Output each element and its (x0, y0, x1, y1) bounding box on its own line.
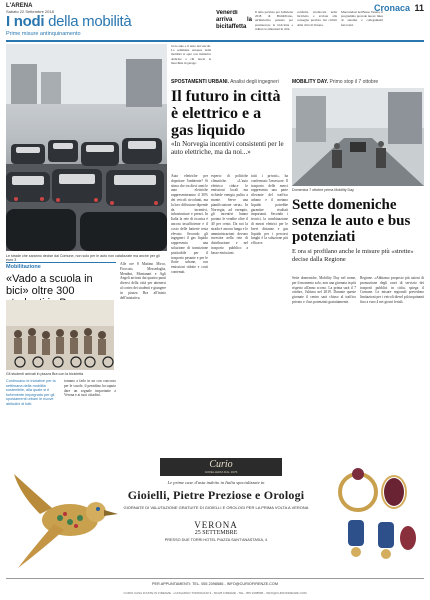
top-box-text: conferita ricollocata nella bicicletta e avviata alla consegna prevista dai ciclisti della città di Verona. (297, 10, 337, 27)
top-box-text: tra le auto e il resto dei veicoli. La settimana europea della mobilità si apre con iniziative dedicate a chi lascia la macchina in garage. (171, 44, 211, 65)
main-article-headline: Il futuro in città è elettrico e a gas liquido (171, 88, 281, 139)
traffic-photo-caption: Le strade che saranno decise dal Comune, non solo per le auto non catalizzate ma anche per gli euro 3 (6, 254, 160, 262)
right-kicker-bold: MOBILITY DAY. (292, 79, 329, 85)
main-kicker-bold: SPOSTAMENTI URBANI. (171, 79, 229, 85)
main-article-deck: «In Norvegia incentivi consistenti per le auto elettriche, ma da noi...» (171, 140, 284, 156)
right-kicker-rest: Primo stop il 7 ottobre (328, 79, 379, 85)
section-title (6, 13, 131, 30)
ad-intro: Le prime case d'asta indetto in Italia specializzate in (167, 480, 265, 485)
ad-date: 25 SETTEMBRE (194, 530, 238, 536)
main-kicker-rest: Analisi degli ingegneri (228, 79, 279, 85)
students-photo (6, 300, 114, 370)
right-article-col-2: Regione. «Abbiamo proposto più azioni di promozione degli orari di servizio dei trasporti pubblici in città» spiega il Comune. Le misure regionali prevedono limitazioni per i veicoli diesel più inquinanti fino a euro 4 nei giorni feriali. (360, 276, 424, 304)
students-photo-image (6, 300, 114, 370)
street-photo-image (292, 88, 424, 186)
bottom-left-deck: Continuano le iniziative per la settimana della mobilità sostenibile, alla quale si è fortemente impegnato per gli spostamenti urbani le nuove abitudini di tutti. (6, 379, 56, 406)
jewelry-advertisement (6, 458, 424, 598)
ad-venue: PRESSO DUE TORRI HOTEL PIAZZA SANT'ANASTASIA, 4 (164, 538, 268, 542)
bottom-left-tag: Mobilitazione (6, 264, 41, 270)
main-article-col-3: tutti i privati», ha confermato l'assessore. Il trasporto delle merci rappresenta una parte rilevante del traffico urbano e il metano liquido potrebbe garantire risultati importanti. Secondo i tecnici, la combinazione di mezzi elettrici per le brevi distanze e gas liquido per i percorsi lunghi è la soluzione più efficace. (251, 174, 288, 246)
main-article-col-2: esperto di politiche climatiche. «L'auto elettrica riduce le emissioni locali ma richiede energia pulita a monte. Serve una pianificazione seria». In Norvegia, ad esempio, gli incentivi hanno portato le vendite oltre il 40 per cento. Da noi la strada è ancora lunga e le amministrazioni devono investire nella rete di distribuzione e nel trasporto pubblico a basse emissioni. (211, 174, 248, 255)
main-article-col-1: Auto elettriche per dopottare l'ambiente? Si stima che tra dieci anni le auto elettriche rappresenteranno il 30% dei veicoli circolanti, ma la loro diffusione dipende da incentivi, infrastrutture e prezzi. In Italia la rete di ricarica è ancora insufficiente e il costo delle batterie resta elevato. Secondo gli ingegneri il gas liquido rappresenta una soluzione di transizione praticabile per il trasporto pesante e per le flotte urbane, con emissioni ridotte e costi contenuti. (171, 174, 208, 274)
bottom-left-col-2: Alle ore 8 Mattino Mirco, Fioccato, Messedaglia, Mendini, Montanari e Agli Angeli arrivati dai quattro punti diversi della città per attenersi al corteo dei studenti e giungere in piazza Bra all'inizio dell'iniziativa. (120, 262, 166, 300)
section-title-bold: I nodi (6, 13, 45, 30)
students-photo-caption: Gli studenti arrivati in piazza Bra con la bicicletta (6, 372, 84, 376)
page-number: 11 (414, 3, 424, 13)
curio-logo-text: Curio (209, 459, 233, 470)
bottom-left-col-1: tornano a farlo in un con concorso per le scuole, il pentolino ha saputo dare un segnale importante a Verona e ai suoi cittadini. (64, 379, 116, 398)
ad-title: Gioielli, Pietre Preziose e Orologi (127, 488, 305, 502)
right-article-col-1: Sette domeniche, Mobility Day nel nome, per il momento solo, non una giornata in più rispetto all'anno scorso. La prima sarà il 7 ottobre, l'ultima nel 2019. Durante queste giornate il centro sarà chiuso al traffico privato e i bus potenziati gratuitamente. (292, 276, 356, 304)
issue-date: Sabato 22 Settembre 2018 (6, 9, 54, 14)
ad-footer: CURIO CASA D'ASTE IN FIRENZE - LUNGARNO TORRIGIANI 9 - 50125 FIRENZE - TEL. 055 2398586 - INFO@CURIOFIRENZE.COM (123, 591, 307, 595)
masthead: L'ARENA (6, 3, 33, 9)
top-box-headline: Venerdì arriva la bicitaffetta (216, 10, 252, 30)
top-box-text: Il tutto previsto per l'edizione 2018 di Bici&Treno, un'iniziativa pensata per promuovere la bicicletta e ridurre le emissioni in città. (255, 10, 293, 31)
top-box-text: Muovendosi nel Basso Veneto, il programma prevede nuove linee di autobus e collegamenti ferroviari. (341, 10, 383, 27)
bottom-left-headline: «Vado a scuola in bici» oltre 300 (6, 273, 93, 297)
ring-earrings-illustration (328, 462, 422, 574)
traffic-photo (6, 44, 167, 251)
section-subtitle: Prime misure antinquinamento (6, 31, 81, 37)
main-article-kicker (171, 79, 279, 85)
right-photo-caption: Domenica 7 ottobre prima Mobility Day (292, 188, 354, 192)
curio-logo-sub: GIOIELLERIA DAL 1976 (204, 470, 238, 474)
section-name: Cronaca (373, 3, 410, 13)
right-article-photo (292, 88, 424, 186)
ad-subtitle: GIORNATE DI VALUTAZIONE GRATUITE DI GIOIELLI E OROLOGI PER LA PRIMA VOLTA A VERONA (123, 505, 309, 510)
curio-logo (160, 458, 282, 476)
section-title-light: della mobilità (44, 13, 132, 30)
right-article-deck: E ora si profilano anche le misure più «strette» decise dalla Regione (292, 248, 414, 263)
ad-contact: PER APPUNTAMENTI: TEL. 055 2398586 - INFO@CURIOFIRENZE.COM (151, 582, 279, 586)
traffic-photo-image (6, 44, 167, 251)
ad-city: VERONA (194, 520, 238, 530)
right-article-kicker (292, 79, 378, 85)
bird-brooch-illustration (10, 464, 120, 574)
bottom-left-rule (6, 262, 116, 263)
right-article-headline: Sette domeniche senza le auto e bus potenziati (292, 197, 411, 245)
ad-divider (6, 578, 424, 579)
